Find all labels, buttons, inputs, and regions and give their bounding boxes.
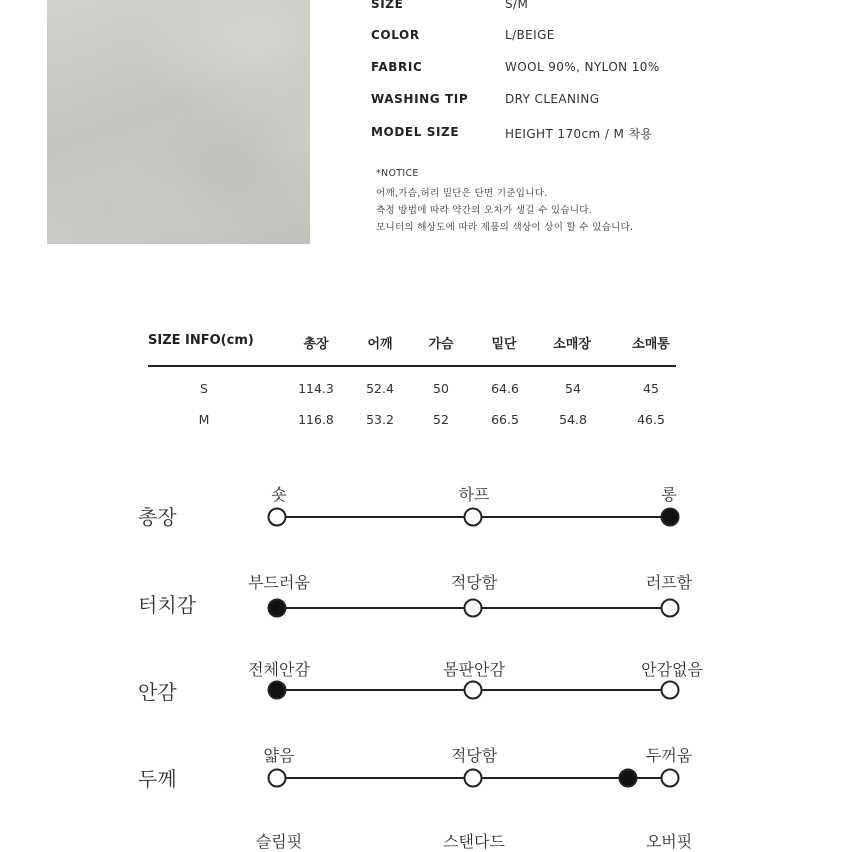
size-table-divider — [148, 365, 676, 367]
size-row-label: S — [200, 381, 208, 396]
size-cell: 66.5 — [491, 412, 519, 427]
scale-option: 안감없음 — [641, 660, 703, 679]
scale-dot — [661, 599, 680, 618]
scale-option: 스탠다드 — [443, 832, 505, 851]
scale-dot-selected — [268, 681, 287, 700]
info-label-color: COLOR — [371, 28, 420, 42]
scale-option: 몸판안감 — [443, 660, 505, 679]
scale-option: 롱 — [661, 485, 677, 504]
scale-option: 오버핏 — [645, 832, 693, 851]
info-value-size: S/M — [505, 0, 529, 11]
size-column-header: 소매통 — [632, 337, 670, 352]
size-column-header: 가슴 — [428, 337, 454, 352]
scale-option: 슬림핏 — [255, 832, 303, 851]
scale-option: 적당함 — [450, 573, 498, 592]
scale-dot — [268, 769, 287, 788]
info-value-color: L/BEIGE — [505, 28, 555, 42]
size-cell: 53.2 — [366, 412, 394, 427]
scale-option: 숏 — [271, 485, 287, 504]
size-cell: 52.4 — [366, 381, 394, 396]
size-column-header: 밑단 — [491, 337, 517, 352]
scale-label: 터치감 — [138, 593, 196, 617]
notice-title: *NOTICE — [376, 168, 419, 179]
scale-dot — [661, 769, 680, 788]
size-cell: 114.3 — [298, 381, 334, 396]
notice-line: 어깨,가슴,허리 밑단은 단면 기준입니다. — [376, 188, 548, 199]
scale-dot — [464, 508, 483, 527]
scale-option: 두꺼움 — [645, 746, 693, 765]
scale-option: 하프 — [458, 485, 490, 504]
info-value-washing-tip: DRY CLEANING — [505, 92, 600, 106]
scale-dot-selected — [268, 599, 287, 618]
size-cell: 116.8 — [298, 412, 334, 427]
scale-option: 전체안감 — [248, 660, 310, 679]
scale-dot — [464, 599, 483, 618]
info-label-fabric: FABRIC — [371, 60, 423, 74]
size-cell: 54.8 — [559, 412, 587, 427]
info-value-model-size: HEIGHT 170cm / M 착용 — [505, 127, 653, 141]
notice-line: 모니터의 해상도에 따라 제품의 색상이 상이 할 수 있습니다. — [376, 222, 634, 233]
size-cell: 54 — [565, 381, 581, 396]
scale-dot-selected — [661, 508, 680, 527]
size-cell: 64.6 — [491, 381, 519, 396]
info-label-washing-tip: WASHING TIP — [371, 92, 469, 106]
size-cell: 45 — [643, 381, 659, 396]
size-table-title: SIZE INFO(cm) — [148, 333, 254, 348]
scale-label: 두께 — [138, 767, 177, 791]
scale-dot — [268, 508, 287, 527]
size-row-label: M — [198, 412, 210, 427]
scale-label: 안감 — [138, 680, 177, 704]
scale-dot — [464, 681, 483, 700]
scale-option: 러프함 — [645, 573, 693, 592]
size-cell: 50 — [433, 381, 449, 396]
size-column-header: 총장 — [303, 337, 329, 352]
scale-option: 얇음 — [263, 746, 295, 765]
scale-label: 총장 — [138, 505, 177, 529]
size-column-header: 소매장 — [553, 337, 591, 352]
scale-option: 적당함 — [450, 746, 498, 765]
info-value-fabric: WOOL 90%, NYLON 10% — [505, 60, 660, 74]
info-label-size: SIZE — [371, 0, 404, 11]
scale-dot — [464, 769, 483, 788]
notice-line: 측정 방법에 따라 약간의 오차가 생길 수 있습니다. — [376, 205, 593, 216]
product-fabric-photo — [47, 0, 310, 244]
info-label-model-size: MODEL SIZE — [371, 125, 460, 139]
size-cell: 46.5 — [637, 412, 665, 427]
scale-dot-selected — [619, 769, 638, 788]
scale-option: 부드러움 — [248, 573, 310, 592]
scale-dot — [661, 681, 680, 700]
size-column-header: 어깨 — [367, 337, 393, 352]
size-cell: 52 — [433, 412, 449, 427]
